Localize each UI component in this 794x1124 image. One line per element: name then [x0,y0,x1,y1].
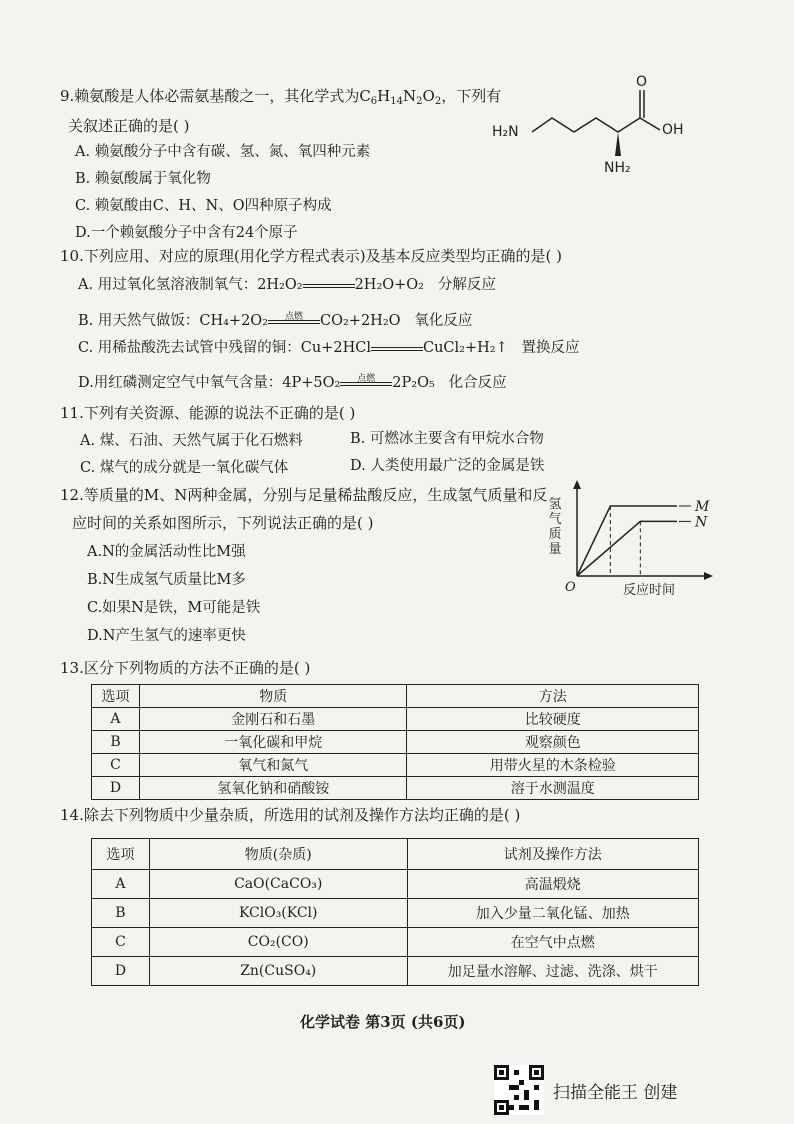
table-row [92,754,699,777]
series-label-M: M [695,499,710,515]
table-cell: KClO₃(KCl) [149,899,407,928]
y-axis-label-char: 质 [548,527,562,542]
table-cell: 氢氧化钠和硝酸铵 [139,777,407,800]
q12-stem-line1: 12.等质量的M、N两种金属，分别与足量稀盐酸反应，生成氢气质量和反 [60,486,548,504]
q12-option-b: B.N生成氢气质量比M多 [87,572,246,588]
table-cell: 金刚石和石墨 [139,708,407,731]
table-cell: Zn(CuSO₄) [149,957,407,986]
q12-option-c: C.如果N是铁，M可能是铁 [87,600,261,616]
q12-option-d: D.N产生氢气的速率更快 [87,628,246,644]
table-cell: 在空气中点燃 [407,928,698,957]
q11-stem: 11.下列有关资源、能源的说法不正确的是( ) [60,404,356,422]
q9-option-c: C. 赖氨酸由C、H、N、O四种原子构成 [75,198,332,214]
table-row [92,870,699,899]
lysine-structure-diagram [488,72,728,182]
q10-option-d: D.用红磷测定空气中氧气含量：4P+5O₂ 点燃 2P₂O₅ 化合反应 [78,374,507,391]
table-cell: D [92,777,140,800]
table-cell: B [92,899,150,928]
equals-sign [371,345,423,351]
y-axis-label-char: 气 [548,512,562,527]
x-axis-label: 反应时间 [623,583,676,598]
table-header-cell: 方法 [407,685,699,708]
equals-sign [303,282,355,288]
qr-code-icon [494,1065,544,1115]
q10-option-c: C. 用稀盐酸洗去试管中残留的铜：Cu+2HCl CuCl₂+H₂↑ 置换反应 [78,340,580,356]
table-row [92,899,699,928]
series-line-M [577,506,677,576]
table-row [92,957,699,986]
table-cell: C [92,928,150,957]
table-cell: 氧气和氮气 [139,754,407,777]
origin-label: O [565,580,576,595]
q13-stem: 13.区分下列物质的方法不正确的是( ) [60,659,311,677]
q9-stem-line1: 9.赖氨酸是人体必需氨基酸之一，其化学式为$C_6H_{14}N_2O_2$，下列有 [60,87,502,107]
table-cell: A [92,870,150,899]
table-header-row [92,685,699,708]
table-row [92,928,699,957]
hydrogen-mass-vs-time-chart [545,480,735,604]
reaction-arrow: 点燃 [340,380,392,386]
q10-option-a: A. 用过氧化氢溶液制氧气：2H₂O₂ 2H₂O+O₂ 分解反应 [78,277,496,293]
table-cell: 加入少量二氧化锰、加热 [407,899,698,928]
q11-option-c: C. 煤气的成分就是一氧化碳气体 [80,460,289,476]
table-header-cell: 物质 [139,685,407,708]
table-row [92,731,699,754]
reaction-arrow: 点燃 [268,318,320,324]
q9-option-a: A. 赖氨酸分子中含有碳、氢、氮、氧四种元素 [75,144,371,160]
table-cell: 一氧化碳和甲烷 [139,731,407,754]
structure-nh2-label: NH₂ [604,160,631,176]
table-cell: 用带火星的木条检验 [407,754,699,777]
q9-stem-line2: 关叙述正确的是( ) [68,117,190,135]
structure-o-label: O [636,74,648,90]
q9-option-b: B. 赖氨酸属于氧化物 [75,171,211,187]
q12-option-a: A.N的金属活动性比M强 [87,544,246,560]
q14-table [91,838,699,986]
y-axis-label-char: 量 [548,542,562,557]
table-header-cell: 试剂及操作方法 [407,839,698,870]
table-cell: 高温煅烧 [407,870,698,899]
table-row [92,777,699,800]
q10-option-b: B. 用天然气做饭：CH₄+2O₂ 点燃 CO₂+2H₂O 氧化反应 [78,312,473,329]
table-cell: 比较硬度 [407,708,699,731]
table-cell: 加足量水溶解、过滤、洗涤、烘干 [407,957,698,986]
q11-option-a: A. 煤、石油、天然气属于化石燃料 [80,433,303,449]
series-line-N [577,521,677,576]
table-cell: 溶于水测温度 [407,777,699,800]
table-cell: CO₂(CO) [149,928,407,957]
table-cell: A [92,708,140,731]
scanner-watermark-text: 扫描全能王 创建 [553,1083,678,1103]
table-cell: C [92,754,140,777]
table-row [92,708,699,731]
q10-stem: 10.下列应用、对应的原理(用化学方程式表示)及基本反应类型均正确的是( ) [60,247,563,265]
table-header-cell: 选项 [92,685,140,708]
q9-option-d: D.一个赖氨酸分子中含有24个原子 [75,225,298,241]
q11-option-b: B. 可燃冰主要含有甲烷水合物 [350,431,544,447]
series-label-N: N [695,514,708,531]
table-header-cell: 物质(杂质) [149,839,407,870]
page-footer: 化学试卷 第3页 (共6页) [300,1013,466,1031]
table-cell: CaO(CaCO₃) [149,870,407,899]
y-axis-label-char: 氢 [548,497,562,512]
q14-stem: 14.除去下列物质中少量杂质，所选用的试剂及操作方法均正确的是( ) [60,806,521,824]
table-cell: B [92,731,140,754]
q11-option-d: D. 人类使用最广泛的金属是铁 [350,458,545,474]
y-axis-arrow-icon [573,480,581,489]
table-cell: D [92,957,150,986]
table-cell: 观察颜色 [407,731,699,754]
table-header-row [92,839,699,870]
table-header-cell: 选项 [92,839,150,870]
structure-h2n-label: H₂N [492,124,519,140]
x-axis-arrow-icon [704,572,713,580]
structure-oh-label: OH [662,122,684,138]
q12-stem-line2: 应时间的关系如图所示，下列说法正确的是( ) [72,514,374,532]
q13-table [91,684,699,800]
